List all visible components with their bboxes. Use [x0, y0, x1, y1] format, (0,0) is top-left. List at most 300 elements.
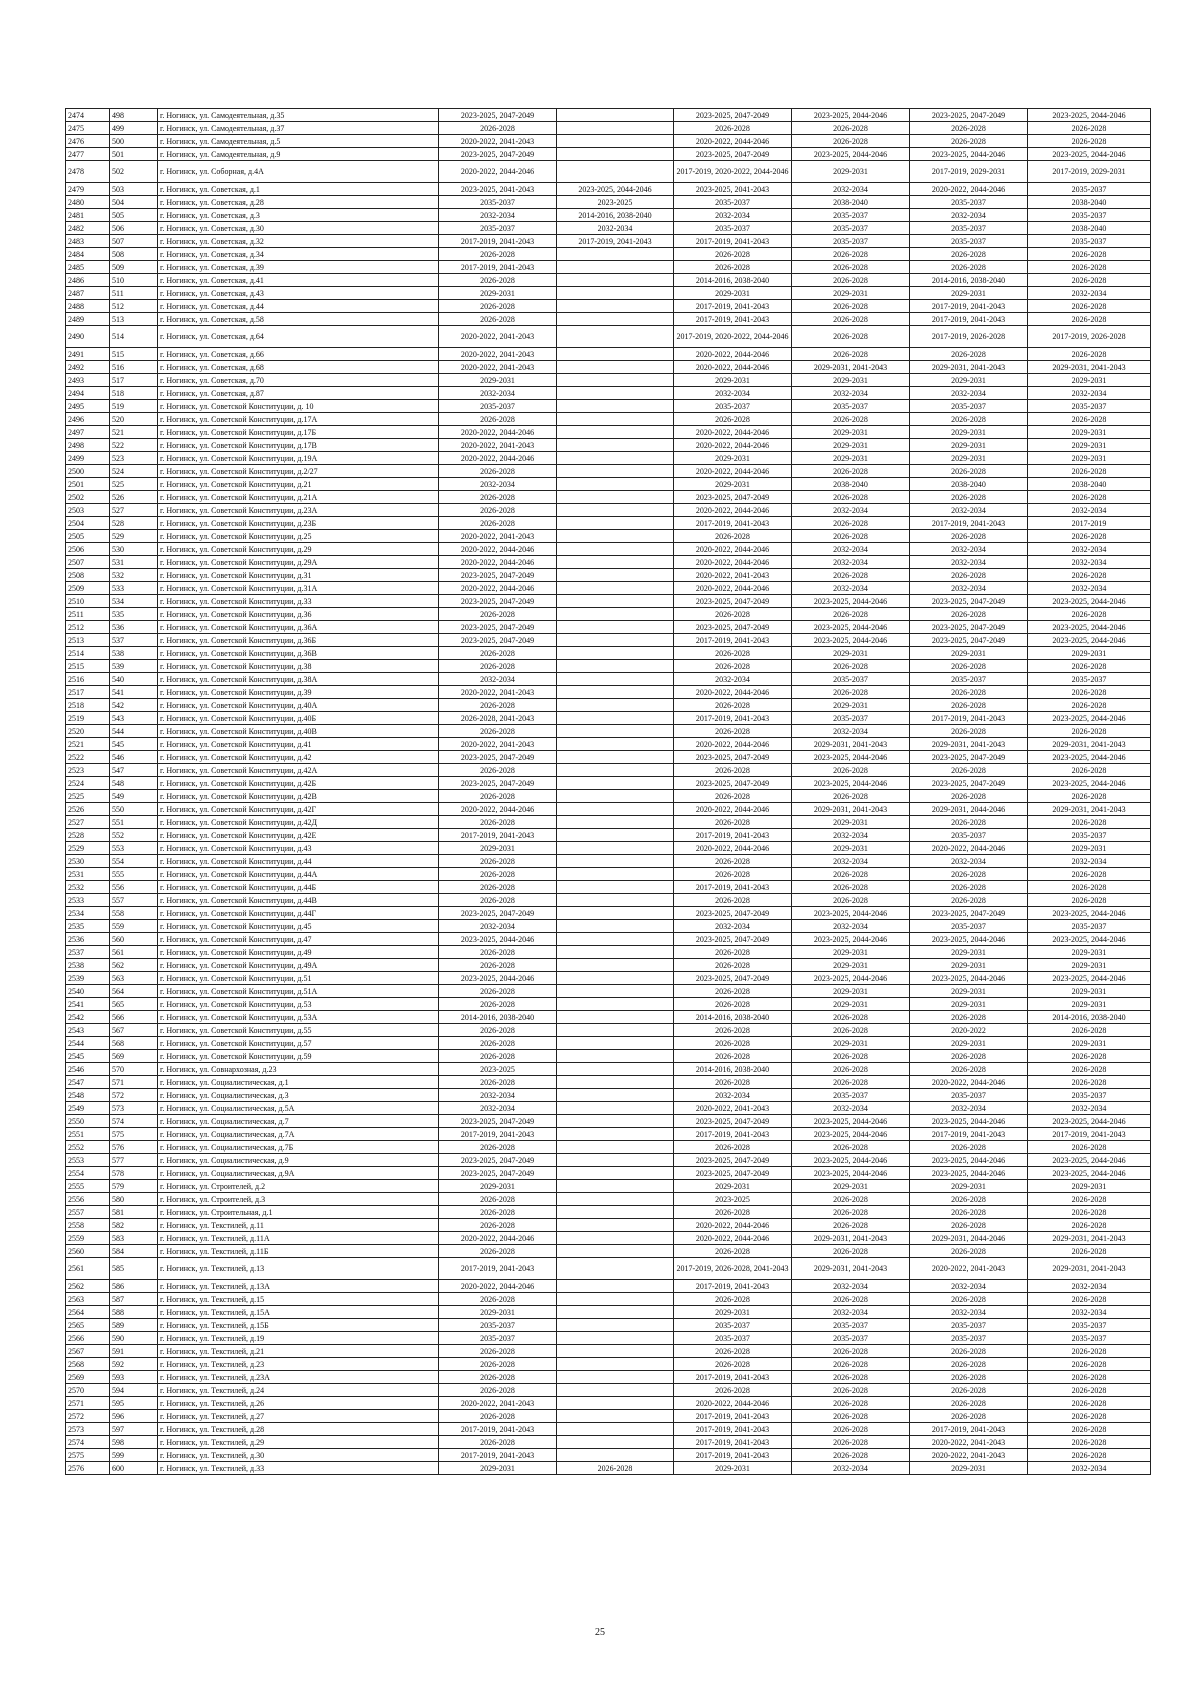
- period-cell-6: 2029-2031, 2041-2043: [1028, 361, 1151, 374]
- period-cell-4: 2029-2031: [792, 439, 910, 452]
- table-row: [66, 556, 1151, 569]
- period-cell-2: [557, 287, 674, 300]
- row-number-cell: 2528: [66, 829, 110, 842]
- table-row: [66, 261, 1151, 274]
- table-row: [66, 1462, 1151, 1475]
- table-row: [66, 1102, 1151, 1115]
- period-cell-4: 2032-2034: [792, 1306, 910, 1319]
- period-cell-5: 2020-2022: [910, 1024, 1028, 1037]
- period-cell-3: 2017-2019, 2041-2043: [674, 235, 792, 248]
- item-number-cell: 596: [110, 1410, 158, 1423]
- period-cell-6: 2035-2037: [1028, 400, 1151, 413]
- period-cell-6: 2032-2034: [1028, 543, 1151, 556]
- period-cell-3: 2026-2028: [674, 647, 792, 660]
- period-cell-4: 2026-2028: [792, 122, 910, 135]
- period-cell-2: [557, 400, 674, 413]
- address-cell: г. Ногинск, ул. Советской Конституции, д.17В: [158, 439, 439, 452]
- period-cell-6: 2029-2031: [1028, 946, 1151, 959]
- period-cell-3: 2029-2031: [674, 1306, 792, 1319]
- period-cell-3: 2023-2025, 2047-2049: [674, 751, 792, 764]
- period-cell-1: 2026-2028: [439, 504, 557, 517]
- period-cell-5: 2032-2034: [910, 582, 1028, 595]
- item-number-cell: 542: [110, 699, 158, 712]
- table-row: [66, 920, 1151, 933]
- table-row: [66, 1410, 1151, 1423]
- table-row: [66, 1423, 1151, 1436]
- period-cell-6: 2026-2028: [1028, 1449, 1151, 1462]
- period-cell-4: 2032-2034: [792, 1102, 910, 1115]
- period-cell-5: 2020-2022, 2044-2046: [910, 842, 1028, 855]
- address-cell: г. Ногинск, ул. Советской Конституции, д.36: [158, 608, 439, 621]
- item-number-cell: 516: [110, 361, 158, 374]
- table-row: [66, 608, 1151, 621]
- period-cell-1: 2026-2028: [439, 881, 557, 894]
- period-cell-1: 2020-2022, 2041-2043: [439, 1397, 557, 1410]
- table-row: [66, 348, 1151, 361]
- address-cell: г. Ногинск, ул. Социалистическая, д.7А: [158, 1128, 439, 1141]
- period-cell-6: 2026-2028: [1028, 1024, 1151, 1037]
- table-row: [66, 530, 1151, 543]
- period-cell-1: 2023-2025, 2047-2049: [439, 907, 557, 920]
- item-number-cell: 531: [110, 556, 158, 569]
- period-cell-1: 2026-2028: [439, 1293, 557, 1306]
- table-row: [66, 543, 1151, 556]
- table-row: [66, 946, 1151, 959]
- period-cell-1: 2029-2031: [439, 287, 557, 300]
- table-row: [66, 959, 1151, 972]
- item-number-cell: 501: [110, 148, 158, 161]
- period-cell-2: [557, 920, 674, 933]
- address-cell: г. Ногинск, ул. Советская, д.64: [158, 326, 439, 348]
- period-cell-3: 2017-2019, 2020-2022, 2044-2046: [674, 326, 792, 348]
- address-cell: г. Ногинск, ул. Текстилей, д.24: [158, 1384, 439, 1397]
- table-row: [66, 183, 1151, 196]
- row-number-cell: 2482: [66, 222, 110, 235]
- period-cell-6: 2023-2025, 2044-2046: [1028, 712, 1151, 725]
- period-cell-3: 2017-2019, 2020-2022, 2044-2046: [674, 161, 792, 183]
- item-number-cell: 595: [110, 1397, 158, 1410]
- period-cell-6: 2029-2031: [1028, 1180, 1151, 1193]
- item-number-cell: 581: [110, 1206, 158, 1219]
- period-cell-2: [557, 660, 674, 673]
- period-cell-5: 2017-2019, 2041-2043: [910, 1423, 1028, 1436]
- period-cell-4: 2029-2031: [792, 452, 910, 465]
- period-cell-5: 2029-2031, 2041-2043: [910, 738, 1028, 751]
- period-cell-1: 2020-2022, 2041-2043: [439, 326, 557, 348]
- address-cell: г. Ногинск, ул. Советской Конституции, д.17А: [158, 413, 439, 426]
- period-cell-5: 2026-2028: [910, 1245, 1028, 1258]
- period-cell-4: 2026-2028: [792, 326, 910, 348]
- period-cell-2: [557, 313, 674, 326]
- period-cell-4: 2029-2031: [792, 998, 910, 1011]
- period-cell-3: 2035-2037: [674, 1332, 792, 1345]
- period-cell-4: 2023-2025, 2044-2046: [792, 751, 910, 764]
- period-cell-6: 2029-2031: [1028, 439, 1151, 452]
- period-cell-1: 2020-2022, 2044-2046: [439, 161, 557, 183]
- row-number-cell: 2515: [66, 660, 110, 673]
- period-cell-2: [557, 556, 674, 569]
- row-number-cell: 2576: [66, 1462, 110, 1475]
- period-cell-1: 2026-2028: [439, 959, 557, 972]
- table-row: [66, 1206, 1151, 1219]
- period-cell-2: [557, 504, 674, 517]
- period-cell-5: 2023-2025, 2047-2049: [910, 621, 1028, 634]
- period-cell-4: 2029-2031: [792, 374, 910, 387]
- address-cell: г. Ногинск, ул. Советской Конституции, д.17Б: [158, 426, 439, 439]
- period-cell-3: 2026-2028: [674, 1293, 792, 1306]
- period-cell-2: [557, 274, 674, 287]
- table-row: [66, 933, 1151, 946]
- period-cell-6: 2023-2025, 2044-2046: [1028, 1167, 1151, 1180]
- period-cell-1: 2017-2019, 2041-2043: [439, 1449, 557, 1462]
- table-row: [66, 196, 1151, 209]
- item-number-cell: 594: [110, 1384, 158, 1397]
- row-number-cell: 2508: [66, 569, 110, 582]
- period-cell-2: [557, 1371, 674, 1384]
- period-cell-6: 2026-2028: [1028, 261, 1151, 274]
- period-cell-2: [557, 1306, 674, 1319]
- period-cell-5: 2032-2034: [910, 1102, 1028, 1115]
- address-cell: г. Ногинск, ул. Советская, д.30: [158, 222, 439, 235]
- row-number-cell: 2504: [66, 517, 110, 530]
- period-cell-5: 2020-2022, 2041-2043: [910, 1449, 1028, 1462]
- item-number-cell: 520: [110, 413, 158, 426]
- table-row: [66, 634, 1151, 647]
- address-cell: г. Ногинск, ул. Строительная, д.1: [158, 1206, 439, 1219]
- period-cell-2: [557, 109, 674, 122]
- table-row: [66, 1011, 1151, 1024]
- period-cell-1: 2026-2028: [439, 1219, 557, 1232]
- address-cell: г. Ногинск, ул. Советская, д.32: [158, 235, 439, 248]
- row-number-cell: 2524: [66, 777, 110, 790]
- period-cell-3: 2026-2028: [674, 725, 792, 738]
- period-cell-4: 2026-2028: [792, 530, 910, 543]
- period-cell-4: 2035-2037: [792, 712, 910, 725]
- item-number-cell: 589: [110, 1319, 158, 1332]
- address-cell: г. Ногинск, ул. Советской Конституции, д.59: [158, 1050, 439, 1063]
- period-cell-1: 2026-2028: [439, 274, 557, 287]
- period-cell-4: 2023-2025, 2044-2046: [792, 634, 910, 647]
- period-cell-1: 2023-2025, 2047-2049: [439, 1167, 557, 1180]
- table-row: [66, 1306, 1151, 1319]
- period-cell-4: 2029-2031: [792, 816, 910, 829]
- period-cell-6: 2026-2028: [1028, 1293, 1151, 1306]
- period-cell-2: [557, 712, 674, 725]
- period-cell-1: 2026-2028: [439, 868, 557, 881]
- row-number-cell: 2502: [66, 491, 110, 504]
- period-cell-2: [557, 1037, 674, 1050]
- table-row: [66, 1384, 1151, 1397]
- period-cell-4: 2032-2034: [792, 556, 910, 569]
- period-cell-3: 2026-2028: [674, 816, 792, 829]
- period-cell-5: 2026-2028: [910, 1397, 1028, 1410]
- period-cell-4: 2026-2028: [792, 1293, 910, 1306]
- item-number-cell: 559: [110, 920, 158, 933]
- period-cell-5: 2035-2037: [910, 829, 1028, 842]
- period-cell-3: 2023-2025: [674, 1193, 792, 1206]
- period-cell-4: 2026-2028: [792, 248, 910, 261]
- item-number-cell: 507: [110, 235, 158, 248]
- period-cell-4: 2026-2028: [792, 881, 910, 894]
- period-cell-2: [557, 326, 674, 348]
- row-number-cell: 2538: [66, 959, 110, 972]
- table-row: [66, 122, 1151, 135]
- period-cell-5: 2032-2034: [910, 1306, 1028, 1319]
- row-number-cell: 2562: [66, 1280, 110, 1293]
- period-cell-2: [557, 1258, 674, 1280]
- period-cell-1: 2026-2028: [439, 413, 557, 426]
- item-number-cell: 525: [110, 478, 158, 491]
- period-cell-4: 2029-2031, 2041-2043: [792, 738, 910, 751]
- address-cell: г. Ногинск, ул. Советской Конституции, д.53: [158, 998, 439, 1011]
- period-cell-6: 2026-2028: [1028, 274, 1151, 287]
- period-cell-1: 2026-2028: [439, 764, 557, 777]
- period-cell-1: 2026-2028: [439, 790, 557, 803]
- period-cell-6: 2026-2028: [1028, 1245, 1151, 1258]
- table-row: [66, 1154, 1151, 1167]
- address-cell: г. Ногинск, ул. Советской Конституции, д.42Д: [158, 816, 439, 829]
- period-cell-4: 2032-2034: [792, 1280, 910, 1293]
- period-cell-6: 2026-2028: [1028, 764, 1151, 777]
- period-cell-4: 2026-2028: [792, 491, 910, 504]
- address-cell: г. Ногинск, ул. Советской Конституции, д.44Б: [158, 881, 439, 894]
- address-cell: г. Ногинск, ул. Советской Конституции, д.49: [158, 946, 439, 959]
- row-number-cell: 2546: [66, 1063, 110, 1076]
- period-cell-2: [557, 387, 674, 400]
- item-number-cell: 600: [110, 1462, 158, 1475]
- row-number-cell: 2505: [66, 530, 110, 543]
- address-cell: г. Ногинск, ул. Советской Конституции, д.2/27: [158, 465, 439, 478]
- table-row: [66, 374, 1151, 387]
- period-cell-2: [557, 829, 674, 842]
- period-cell-3: 2035-2037: [674, 1319, 792, 1332]
- address-cell: г. Ногинск, ул. Советской Конституции, д.38А: [158, 673, 439, 686]
- period-cell-2: [557, 816, 674, 829]
- row-number-cell: 2534: [66, 907, 110, 920]
- period-cell-4: 2026-2028: [792, 1345, 910, 1358]
- period-cell-3: 2023-2025, 2047-2049: [674, 595, 792, 608]
- period-cell-5: 2032-2034: [910, 855, 1028, 868]
- period-cell-1: 2035-2037: [439, 196, 557, 209]
- period-cell-6: 2035-2037: [1028, 673, 1151, 686]
- address-cell: г. Ногинск, ул. Советской Конституции, д.38: [158, 660, 439, 673]
- table-row: [66, 1193, 1151, 1206]
- item-number-cell: 567: [110, 1024, 158, 1037]
- period-cell-2: 2014-2016, 2038-2040: [557, 209, 674, 222]
- period-cell-4: 2026-2028: [792, 1410, 910, 1423]
- table-row: [66, 699, 1151, 712]
- period-cell-6: 2026-2028: [1028, 1076, 1151, 1089]
- period-cell-4: 2023-2025, 2044-2046: [792, 777, 910, 790]
- period-cell-5: 2026-2028: [910, 1345, 1028, 1358]
- period-cell-5: 2029-2031: [910, 985, 1028, 998]
- period-cell-5: 2029-2031: [910, 1180, 1028, 1193]
- period-cell-5: 2035-2037: [910, 196, 1028, 209]
- address-cell: г. Ногинск, ул. Советская, д.28: [158, 196, 439, 209]
- table-row: [66, 248, 1151, 261]
- period-cell-2: [557, 1128, 674, 1141]
- period-cell-5: 2032-2034: [910, 387, 1028, 400]
- period-cell-3: 2020-2022, 2044-2046: [674, 803, 792, 816]
- period-cell-4: 2035-2037: [792, 1319, 910, 1332]
- table-row: [66, 1180, 1151, 1193]
- period-cell-4: 2026-2028: [792, 135, 910, 148]
- period-cell-5: 2023-2025, 2047-2049: [910, 751, 1028, 764]
- period-cell-2: [557, 1332, 674, 1345]
- item-number-cell: 544: [110, 725, 158, 738]
- period-cell-2: [557, 842, 674, 855]
- period-cell-1: 2026-2028: [439, 1410, 557, 1423]
- period-cell-1: 2020-2022, 2044-2046: [439, 543, 557, 556]
- period-cell-2: [557, 426, 674, 439]
- address-cell: г. Ногинск, ул. Советской Конституции, д.33: [158, 595, 439, 608]
- row-number-cell: 2574: [66, 1436, 110, 1449]
- row-number-cell: 2503: [66, 504, 110, 517]
- item-number-cell: 584: [110, 1245, 158, 1258]
- address-cell: г. Ногинск, ул. Советской Конституции, д.44Г: [158, 907, 439, 920]
- period-cell-6: 2026-2028: [1028, 300, 1151, 313]
- item-number-cell: 576: [110, 1141, 158, 1154]
- period-cell-1: 2026-2028: [439, 1193, 557, 1206]
- period-cell-1: 2023-2025, 2044-2046: [439, 933, 557, 946]
- period-cell-5: 2020-2022, 2041-2043: [910, 1436, 1028, 1449]
- address-cell: г. Ногинск, ул. Текстилей, д.29: [158, 1436, 439, 1449]
- period-cell-5: 2017-2019, 2041-2043: [910, 517, 1028, 530]
- row-number-cell: 2480: [66, 196, 110, 209]
- period-cell-2: [557, 517, 674, 530]
- period-cell-3: 2026-2028: [674, 959, 792, 972]
- period-cell-6: 2032-2034: [1028, 504, 1151, 517]
- period-cell-3: 2029-2031: [674, 374, 792, 387]
- period-cell-1: 2026-2028: [439, 1345, 557, 1358]
- period-cell-3: 2014-2016, 2038-2040: [674, 274, 792, 287]
- row-number-cell: 2560: [66, 1245, 110, 1258]
- period-cell-6: 2029-2031: [1028, 426, 1151, 439]
- period-cell-1: 2026-2028, 2041-2043: [439, 712, 557, 725]
- period-cell-4: 2026-2028: [792, 660, 910, 673]
- period-cell-2: [557, 135, 674, 148]
- period-cell-3: 2029-2031: [674, 1462, 792, 1475]
- address-cell: г. Ногинск, ул. Текстилей, д.28: [158, 1423, 439, 1436]
- period-cell-5: 2035-2037: [910, 920, 1028, 933]
- period-cell-4: 2026-2028: [792, 1076, 910, 1089]
- period-cell-5: 2023-2025, 2044-2046: [910, 148, 1028, 161]
- period-cell-6: 2029-2031: [1028, 647, 1151, 660]
- table-row: [66, 1089, 1151, 1102]
- item-number-cell: 552: [110, 829, 158, 842]
- period-cell-1: 2032-2034: [439, 387, 557, 400]
- address-cell: г. Ногинск, ул. Текстилей, д.23: [158, 1358, 439, 1371]
- period-cell-5: 2035-2037: [910, 1332, 1028, 1345]
- period-cell-2: [557, 1219, 674, 1232]
- table-row: [66, 1280, 1151, 1293]
- period-cell-4: 2026-2028: [792, 1024, 910, 1037]
- period-cell-3: 2020-2022, 2044-2046: [674, 361, 792, 374]
- row-number-cell: 2486: [66, 274, 110, 287]
- period-cell-6: 2032-2034: [1028, 287, 1151, 300]
- row-number-cell: 2485: [66, 261, 110, 274]
- period-cell-4: 2035-2037: [792, 673, 910, 686]
- address-cell: г. Ногинск, ул. Советской Конституции, д.42А: [158, 764, 439, 777]
- period-cell-4: 2023-2025, 2044-2046: [792, 621, 910, 634]
- period-cell-1: 2023-2025, 2047-2049: [439, 777, 557, 790]
- period-cell-2: [557, 1280, 674, 1293]
- period-cell-3: 2017-2019, 2041-2043: [674, 829, 792, 842]
- address-cell: г. Ногинск, ул. Совнархозная, д.23: [158, 1063, 439, 1076]
- period-cell-2: [557, 582, 674, 595]
- item-number-cell: 571: [110, 1076, 158, 1089]
- item-number-cell: 554: [110, 855, 158, 868]
- row-number-cell: 2481: [66, 209, 110, 222]
- period-cell-1: 2023-2025, 2044-2046: [439, 972, 557, 985]
- period-cell-2: [557, 777, 674, 790]
- period-cell-1: 2026-2028: [439, 985, 557, 998]
- period-cell-1: 2029-2031: [439, 1180, 557, 1193]
- period-cell-5: 2023-2025, 2047-2049: [910, 595, 1028, 608]
- period-cell-2: [557, 300, 674, 313]
- period-cell-1: 2029-2031: [439, 1306, 557, 1319]
- period-cell-6: 2026-2028: [1028, 1206, 1151, 1219]
- period-cell-5: 2026-2028: [910, 1063, 1028, 1076]
- row-number-cell: 2479: [66, 183, 110, 196]
- item-number-cell: 537: [110, 634, 158, 647]
- address-cell: г. Ногинск, ул. Социалистическая, д.3: [158, 1089, 439, 1102]
- address-cell: г. Ногинск, ул. Советской Конституции, д.42: [158, 751, 439, 764]
- row-number-cell: 2509: [66, 582, 110, 595]
- period-cell-6: 2032-2034: [1028, 1462, 1151, 1475]
- period-cell-2: [557, 413, 674, 426]
- table-row: [66, 135, 1151, 148]
- period-cell-2: [557, 161, 674, 183]
- period-cell-1: 2023-2025, 2047-2049: [439, 109, 557, 122]
- period-cell-3: 2026-2028: [674, 1050, 792, 1063]
- period-cell-6: 2026-2028: [1028, 1423, 1151, 1436]
- period-cell-3: 2020-2022, 2044-2046: [674, 556, 792, 569]
- table-row: [66, 400, 1151, 413]
- period-cell-2: [557, 452, 674, 465]
- item-number-cell: 538: [110, 647, 158, 660]
- period-cell-1: 2029-2031: [439, 1462, 557, 1475]
- period-cell-6: 2032-2034: [1028, 855, 1151, 868]
- period-cell-1: 2026-2028: [439, 1024, 557, 1037]
- item-number-cell: 515: [110, 348, 158, 361]
- table-row: [66, 1141, 1151, 1154]
- period-cell-6: 2026-2028: [1028, 894, 1151, 907]
- period-cell-4: 2023-2025, 2044-2046: [792, 907, 910, 920]
- period-cell-2: [557, 595, 674, 608]
- period-cell-4: 2026-2028: [792, 608, 910, 621]
- row-number-cell: 2568: [66, 1358, 110, 1371]
- period-cell-3: 2026-2028: [674, 261, 792, 274]
- table-row: [66, 148, 1151, 161]
- period-cell-6: 2017-2019, 2029-2031: [1028, 161, 1151, 183]
- item-number-cell: 572: [110, 1089, 158, 1102]
- period-cell-6: 2035-2037: [1028, 1319, 1151, 1332]
- period-cell-5: 2014-2016, 2038-2040: [910, 274, 1028, 287]
- period-cell-1: 2023-2025, 2047-2049: [439, 621, 557, 634]
- table-row: [66, 452, 1151, 465]
- item-number-cell: 519: [110, 400, 158, 413]
- address-cell: г. Ногинск, ул. Советская, д.39: [158, 261, 439, 274]
- item-number-cell: 561: [110, 946, 158, 959]
- period-cell-3: 2020-2022, 2044-2046: [674, 1219, 792, 1232]
- period-cell-3: 2029-2031: [674, 1180, 792, 1193]
- period-cell-6: 2026-2028: [1028, 1050, 1151, 1063]
- period-cell-4: 2023-2025, 2044-2046: [792, 595, 910, 608]
- period-cell-3: 2035-2037: [674, 400, 792, 413]
- period-cell-3: 2023-2025, 2047-2049: [674, 621, 792, 634]
- period-cell-6: 2026-2028: [1028, 1384, 1151, 1397]
